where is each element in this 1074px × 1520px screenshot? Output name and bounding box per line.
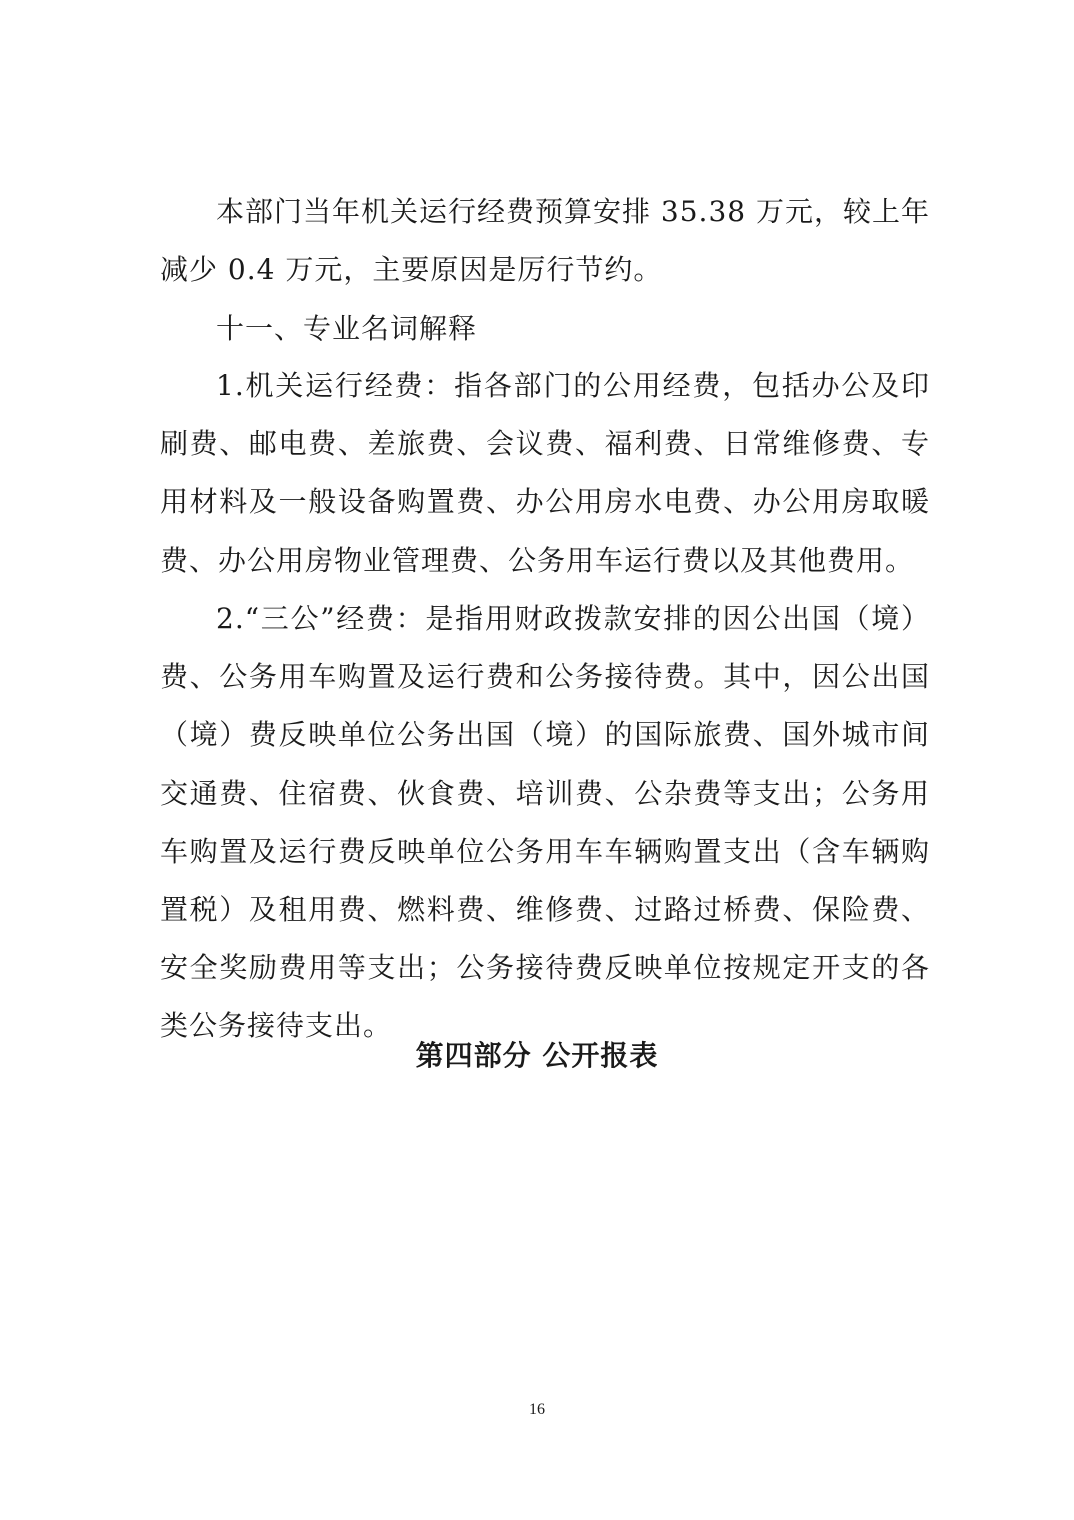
paragraph-term-three-public-expense: 2.“三公”经费：是指用财政拨款安排的因公出国（境）费、公务用车购置及运行费和公务接待费。其中，因公出国（境）费反映单位公务出国（境）的国际旅费、国外城市间交通费、住宿费、伙食费、培训费、公杂费等支出；公务用车购置及运行费反映单位公务用车车辆购置支出（含车辆购置税）及租用费、燃料费、维修费、过路过桥费、保险费、安全奖励费用等支出；公务接待费反映单位按规定开支的各类公务接待支出。 [160, 602, 930, 1043]
section-heading-terms: 十一、专业名词解释 [216, 312, 478, 345]
paragraph-term-operating-expense: 1.机关运行经费：指各部门的公用经费，包括办公及印刷费、邮电费、差旅费、会议费、福利费、日常维修费、专用材料及一般设备购置费、办公用房水电费、办公用房取暖费、办公用房物业管理费、公务用车运行费以及其他费用。 [160, 369, 930, 577]
part-heading-public-reports: 第四部分 公开报表 [415, 1039, 659, 1072]
paragraph-operating-budget: 本部门当年机关运行经费预算安排 35.38 万元，较上年减少 0.4 万元，主要原因是厉行节约。 [160, 195, 930, 287]
page-number: 16 [529, 1401, 545, 1418]
